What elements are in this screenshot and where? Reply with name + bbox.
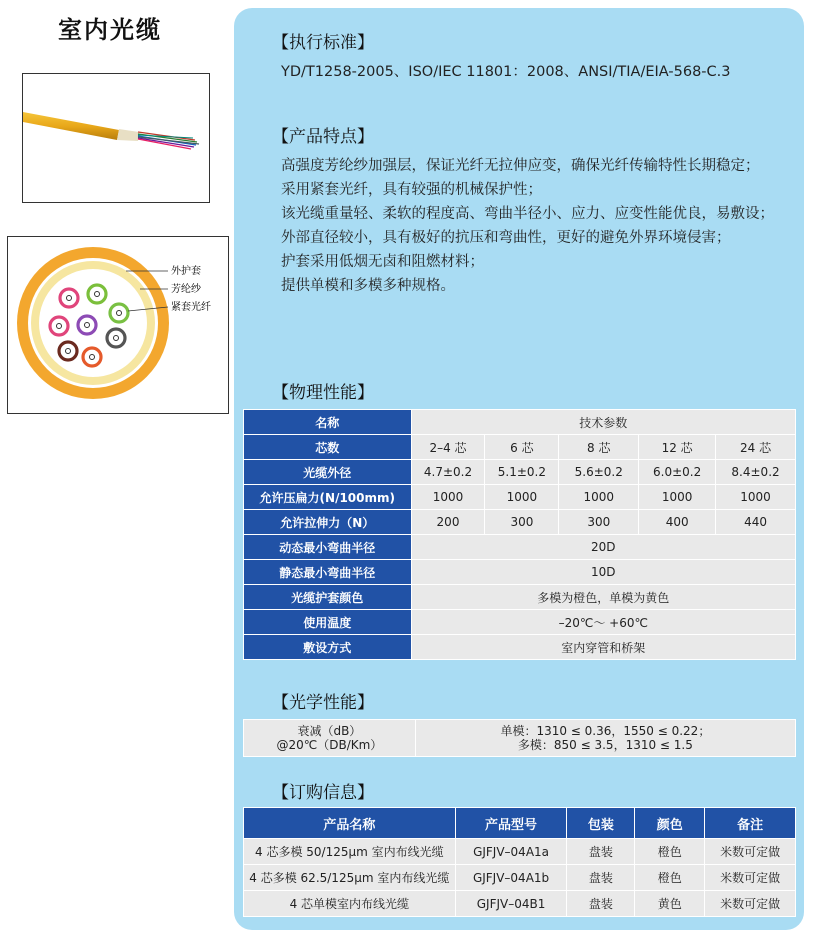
feature-item: 高强度芳纶纱加强层，保证光纤无拉伸应变，确保光纤传输特性长期稳定；: [281, 158, 760, 174]
cell: 10D: [411, 560, 795, 585]
feature-item: 提供单模和多模多种规格。: [281, 278, 455, 294]
feature-item: 该光缆重量轻、柔软的程度高、弯曲半径小、应力、应变性能优良，易敷设；: [281, 206, 774, 222]
attenuation-label: [244, 720, 416, 757]
column-header: 颜色: [635, 808, 705, 839]
cell: 盘装: [567, 891, 635, 917]
cell: 300: [485, 510, 559, 535]
label-outer-jacket: 外护套: [171, 266, 201, 277]
cell: 8.4±0.2: [716, 460, 796, 485]
label-aramid-yarn: 芳纶纱: [171, 284, 201, 295]
row-label: 允许拉伸力（N）: [244, 510, 412, 535]
cell: 4 芯多模 50/125μm 室内布线光缆: [244, 839, 456, 865]
table-row: [244, 839, 796, 865]
attenuation-value-line: 单模：1310 ≤ 0.36，1550 ≤ 0.22；: [500, 724, 711, 738]
cross-section-diagram: [7, 236, 229, 414]
row-label: 敷设方式: [244, 635, 412, 660]
row-label: 静态最小弯曲半径: [244, 560, 412, 585]
physical-table: [243, 409, 796, 660]
order-table: [243, 807, 796, 917]
cell: 米数可定做: [705, 839, 796, 865]
cell: 5.1±0.2: [485, 460, 559, 485]
label-tight-buffer-fiber: 紧套光纤: [171, 302, 211, 313]
cell: –20℃～ +60℃: [411, 610, 795, 635]
cell: 400: [639, 510, 716, 535]
table-row: [244, 435, 796, 460]
column-header: 产品型号: [455, 808, 567, 839]
table-row: [244, 891, 796, 917]
order-heading: 【订购信息】: [272, 783, 374, 803]
attenuation-label-line: @20℃（DB/Km）: [276, 738, 383, 752]
attenuation-value: [415, 720, 795, 757]
table-row: [244, 635, 796, 660]
cell: GJFJV–04B1: [455, 891, 567, 917]
feature-item: 护套采用低烟无卤和阻燃材料；: [281, 254, 484, 270]
feature-item: 采用紧套光纤，具有较强的机械保护性；: [281, 182, 542, 198]
cell: 1000: [411, 485, 485, 510]
cell: 4.7±0.2: [411, 460, 485, 485]
features-heading: 【产品特点】: [272, 127, 374, 147]
cell: 440: [716, 510, 796, 535]
table-row: [244, 865, 796, 891]
cell: 1000: [639, 485, 716, 510]
table-row: [244, 585, 796, 610]
row-label: 允许压扁力(N/100mm): [244, 485, 412, 510]
cell: 室内穿管和桥架: [411, 635, 795, 660]
optical-heading: 【光学性能】: [272, 693, 374, 713]
attenuation-value-line: 多模：850 ≤ 3.5，1310 ≤ 1.5: [517, 738, 693, 752]
row-label: 使用温度: [244, 610, 412, 635]
column-header: 备注: [705, 808, 796, 839]
standard-heading: 【执行标准】: [272, 33, 374, 53]
cell: 6 芯: [485, 435, 559, 460]
cell: 20D: [411, 535, 795, 560]
cell: 米数可定做: [705, 891, 796, 917]
table-row: [244, 460, 796, 485]
cell: 1000: [716, 485, 796, 510]
optical-table: [243, 719, 796, 757]
table-row: [244, 535, 796, 560]
cell: 米数可定做: [705, 865, 796, 891]
cell: 1000: [559, 485, 639, 510]
row-label: 名称: [244, 410, 412, 435]
cell: 12 芯: [639, 435, 716, 460]
table-header-row: [244, 808, 796, 839]
column-header: 包装: [567, 808, 635, 839]
row-label: 光缆护套颜色: [244, 585, 412, 610]
cell: 橙色: [635, 839, 705, 865]
row-label: 芯数: [244, 435, 412, 460]
table-row: [244, 560, 796, 585]
row-label: 光缆外径: [244, 460, 412, 485]
column-header: 产品名称: [244, 808, 456, 839]
cell: 6.0±0.2: [639, 460, 716, 485]
page-title: 室内光缆: [58, 16, 162, 44]
cell: 盘装: [567, 839, 635, 865]
table-row: [244, 410, 796, 435]
cell: 4 芯单模室内布线光缆: [244, 891, 456, 917]
cable-illustration: [23, 74, 209, 202]
cell: GJFJV–04A1a: [455, 839, 567, 865]
table-row: [244, 510, 796, 535]
physical-heading: 【物理性能】: [272, 383, 374, 403]
cell: 盘装: [567, 865, 635, 891]
table-row: [244, 610, 796, 635]
cell: 5.6±0.2: [559, 460, 639, 485]
cell: 黄色: [635, 891, 705, 917]
cell: 200: [411, 510, 485, 535]
cell: 1000: [485, 485, 559, 510]
table-row: [244, 485, 796, 510]
row-label: 动态最小弯曲半径: [244, 535, 412, 560]
cell: 橙色: [635, 865, 705, 891]
cell: 技术参数: [411, 410, 795, 435]
cell: 2–4 芯: [411, 435, 485, 460]
cell: 4 芯多模 62.5/125μm 室内布线光缆: [244, 865, 456, 891]
cable-photo: [22, 73, 210, 203]
cell: 24 芯: [716, 435, 796, 460]
cell: 多模为橙色，单模为黄色: [411, 585, 795, 610]
table-row: [244, 720, 796, 757]
cell: 300: [559, 510, 639, 535]
attenuation-label-line: 衰减（dB）: [297, 724, 362, 738]
standard-text: [252, 60, 782, 84]
cell: GJFJV–04A1b: [455, 865, 567, 891]
cell: 8 芯: [559, 435, 639, 460]
standard-value: YD/T1258-2005、ISO/IEC 11801：2008、ANSI/TIA/EIA-568-C.3: [281, 64, 731, 80]
features-list: [252, 154, 782, 298]
feature-item: 外部直径较小，具有极好的抗压和弯曲性，更好的避免外界环境侵害；: [281, 230, 731, 246]
